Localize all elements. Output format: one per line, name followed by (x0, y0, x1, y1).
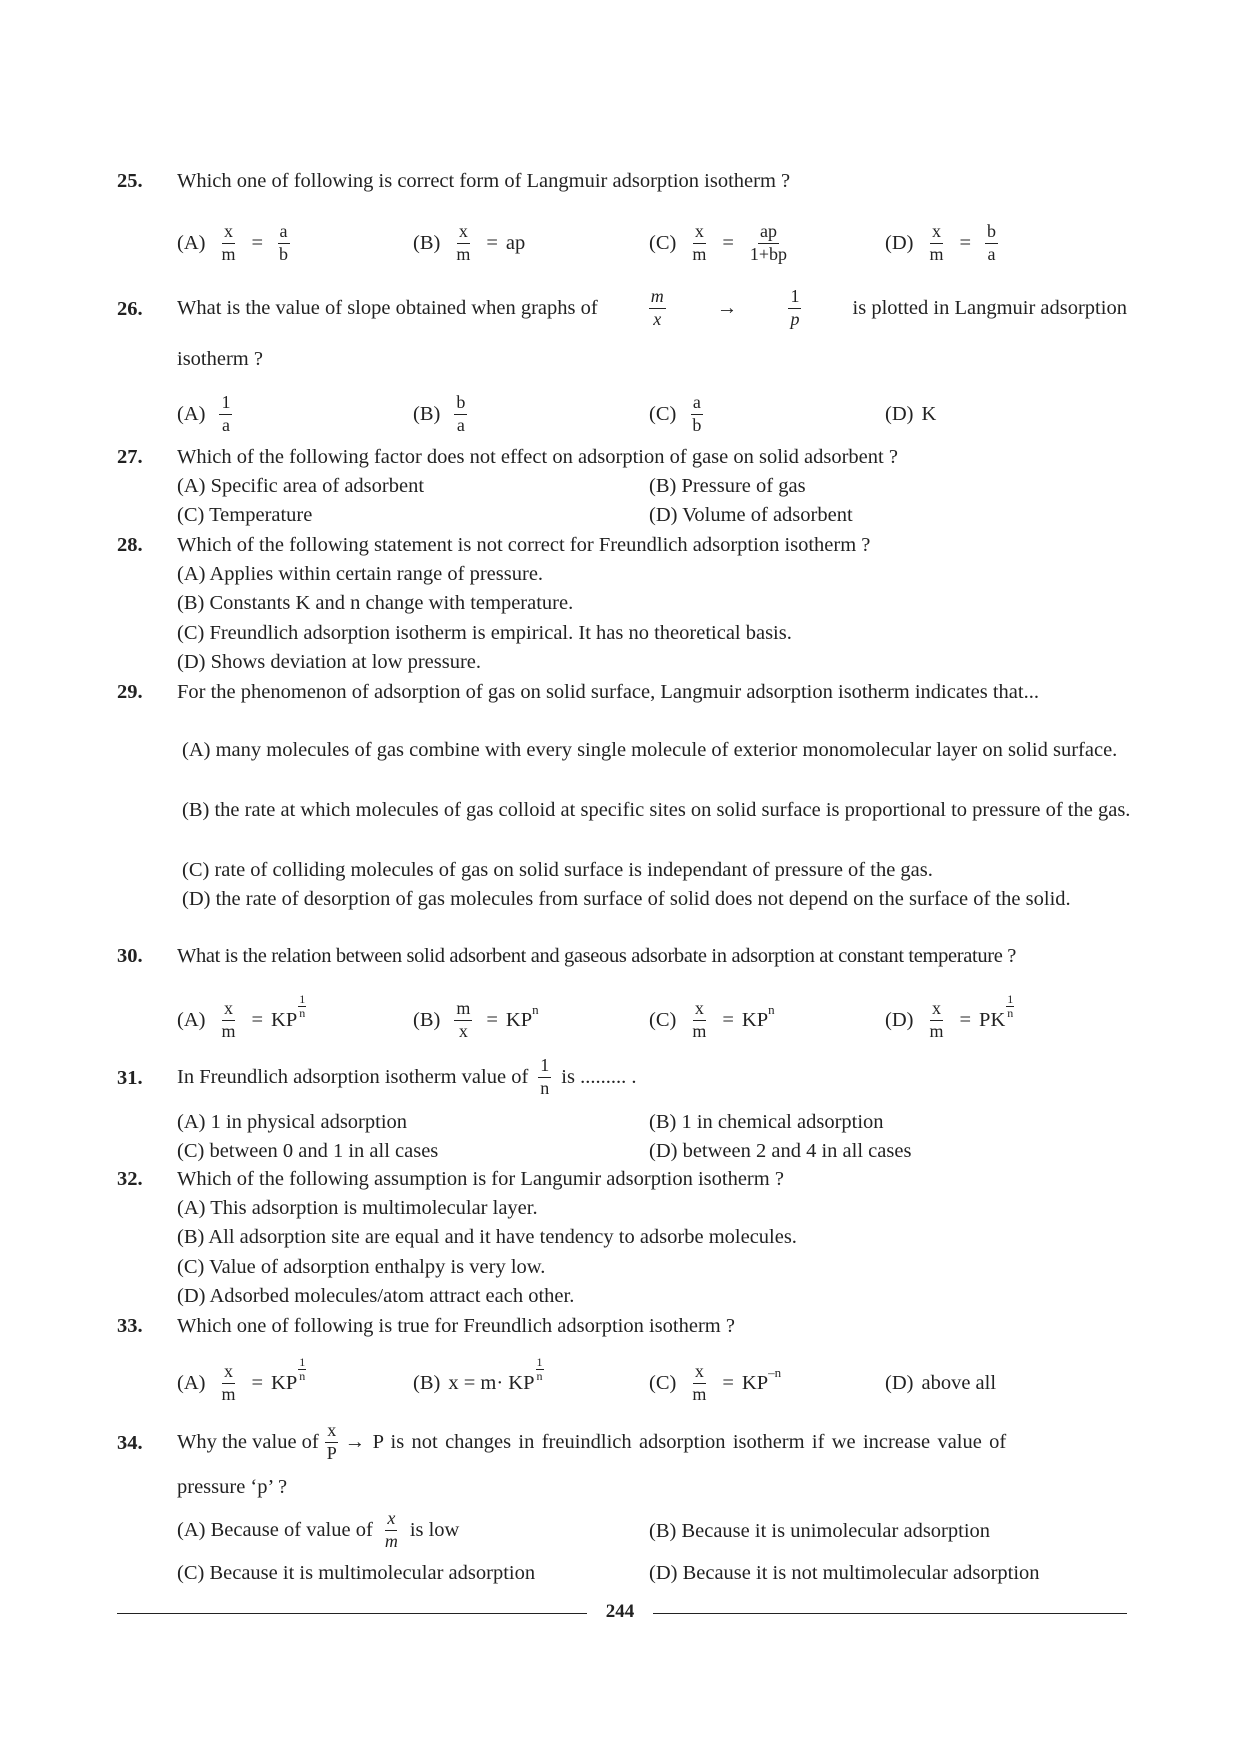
fraction: $\frac{x}{m}$ (221, 220, 236, 264)
footer-rule-left (117, 1613, 587, 1614)
fraction: $\frac{b}{a}$ (987, 220, 997, 264)
question-29 (117, 679, 1131, 939)
options-row (177, 384, 1127, 444)
fraction: $\frac{ap}{1+bp}$ (749, 220, 788, 264)
option-c: (C) Freundlich adsorption isotherm is empirical. It has no theoretical basis. (177, 622, 792, 644)
question-number: 25. (117, 170, 143, 192)
fraction: $\frac{b}{a}$ (456, 391, 466, 435)
question-number: 31. (117, 1067, 143, 1089)
option-a: (A) This adsorption is multimolecular layer. (177, 1197, 538, 1219)
question-28 (117, 532, 1127, 673)
option-b: (B) $\frac{b}{a}$ (413, 391, 466, 435)
option-c: (C) Because it is multimolecular adsorption (177, 1562, 536, 1584)
question-text: Which of the following factor does not effect on adsorption of gase on solid adsorbent ? (177, 446, 898, 468)
question-text: What is the value of slope obtained when graphs of $\frac{m}{x}$ → $\frac{1}{p}$ is plotted in Langmuir adsorption (177, 285, 1127, 329)
fraction: $\frac{x}{m}$ (692, 1360, 707, 1404)
fraction: $\frac{x}{m}$ (456, 220, 471, 264)
option-d: (D) Adsorbed molecules/atom attract each other. (177, 1285, 575, 1307)
question-text: Which of the following statement is not correct for Freundlich adsorption isotherm ? (177, 534, 871, 556)
question-31 (117, 1054, 1127, 1175)
option-b: (B) All adsorption site are equal and it have tendency to adsorbe molecules. (177, 1226, 797, 1248)
option-d: (D) between 2 and 4 in all cases (649, 1140, 912, 1162)
option-d: (D) Because it is not multimolecular adsorption (649, 1562, 1040, 1584)
option-a: (A) many molecules of gas combine with every single molecule of exterior monomolecular layer on solid surface. (182, 739, 1118, 761)
option-c: (C) $\frac{a}{b}$ (649, 391, 702, 435)
question-number: 26. (117, 298, 143, 320)
option-c: (C) $\frac{x}{m}$ = KP –n (649, 1360, 782, 1404)
fraction: $\frac{x}{m}$ (384, 1507, 398, 1551)
exponent: 1 n (299, 991, 306, 1020)
option-b: (B) 1 in chemical adsorption (649, 1111, 884, 1133)
fraction: $\frac{m}{x}$ (650, 285, 664, 329)
option-d: (D) K (885, 402, 937, 425)
question-text: For the phenomenon of adsorption of gas on solid surface, Langmuir adsorption isotherm indicates that... (177, 681, 1039, 703)
option-a: (A) $\frac{x}{m}$ = $\frac{a}{b}$ (177, 220, 289, 264)
question-number: 29. (117, 681, 143, 703)
question-number: 30. (117, 945, 143, 967)
question-text: In Freundlich adsorption isotherm value of $\frac{1}{n}$ is ......... . (177, 1054, 637, 1098)
option-b: (B) $\frac{x}{m}$ = ap (413, 220, 526, 264)
option-d: (D) above all (885, 1371, 997, 1394)
options-row (177, 990, 1127, 1050)
fraction: $\frac{x}{P}$ (326, 1419, 337, 1463)
exponent: 1 n (1007, 991, 1014, 1020)
option-b: (B) x = m· KP 1 n (413, 1354, 543, 1394)
option-c: (C) Value of adsorption enthalpy is very low. (177, 1256, 546, 1278)
option-a: (A) $\frac{x}{m}$ = KP 1 n (177, 1354, 306, 1404)
question-number: 27. (117, 446, 143, 468)
option-a: (A) $\frac{x}{m}$ = KP 1 n (177, 991, 306, 1041)
fraction: $\frac{1}{p}$ (790, 285, 800, 329)
option-b: (B) Constants K and n change with temperature. (177, 592, 574, 614)
option-d: (D) the rate of desorption of gas molecules from surface of solid does not depend on the surface of the solid. (182, 888, 1071, 910)
option-a: (A) Because of value of $\frac{x}{m}$ is low (177, 1507, 460, 1551)
option-c: (C) between 0 and 1 in all cases (177, 1140, 439, 1162)
options-row (177, 1353, 1127, 1413)
fraction: $\frac{x}{m}$ (929, 220, 944, 264)
question-text: Which one of following is correct form of Langmuir adsorption isotherm ? (177, 170, 791, 192)
question-text: Which one of following is true for Freundlich adsorption isotherm ? (177, 1315, 735, 1337)
question-text-line2: pressure ‘p’ ? (177, 1476, 288, 1498)
question-34 (117, 1419, 1127, 1590)
question-32 (117, 1166, 1127, 1307)
option-d: (D) Shows deviation at low pressure. (177, 651, 482, 673)
question-text: Why the value of $\frac{x}{P}$ → P is not changes in freuindlich adsorption isotherm if we increase value of (177, 1419, 1007, 1463)
fraction: $\frac{a}{b}$ (279, 220, 289, 264)
option-a: (A) $\frac{1}{a}$ (177, 391, 231, 435)
option-c: (C) Temperature (177, 504, 313, 526)
question-text-line2: isotherm ? (177, 348, 263, 370)
option-b: (B) $\frac{m}{x}$ = KP n (413, 997, 539, 1041)
option-d: (D) $\frac{x}{m}$ = PK 1 n (885, 991, 1014, 1041)
fraction: $\frac{1}{a}$ (221, 391, 231, 435)
option-b: (B) Pressure of gas (649, 475, 806, 497)
fraction: $\frac{x}{m}$ (692, 220, 707, 264)
fraction: $\frac{x}{m}$ (692, 997, 707, 1041)
option-d: (D) Volume of adsorbent (649, 504, 853, 526)
option-a: (A) Applies within certain range of pressure. (177, 563, 544, 585)
question-number: 34. (117, 1432, 143, 1454)
option-c: (C) rate of colliding molecules of gas on solid surface is independant of pressure of the gas. (182, 859, 933, 881)
options-row (177, 213, 1127, 273)
fraction: $\frac{a}{b}$ (692, 391, 702, 435)
question-number: 33. (117, 1315, 143, 1337)
fraction: $\frac{m}{x}$ (456, 997, 471, 1041)
fraction: $\frac{x}{m}$ (929, 997, 944, 1041)
fraction: $\frac{x}{m}$ (221, 1360, 236, 1404)
exponent: 1 n (299, 1354, 306, 1383)
option-b: (B) Because it is unimolecular adsorption (649, 1520, 991, 1542)
question-text: Which of the following assumption is for Langumir adsorption isotherm ? (177, 1168, 784, 1190)
question-33 (117, 1313, 1127, 1353)
question-number: 32. (117, 1168, 143, 1190)
fraction: $\frac{1}{n}$ (540, 1054, 550, 1098)
option-a: (A) Specific area of adsorbent (177, 475, 425, 497)
option-d: (D) $\frac{x}{m}$ = $\frac{b}{a}$ (885, 220, 997, 264)
exponent: 1 n (536, 1354, 543, 1383)
question-27 (117, 444, 1127, 534)
fraction: $\frac{x}{m}$ (221, 997, 236, 1041)
option-c: (C) $\frac{x}{m}$ = $\frac{ap}{1+bp}$ (649, 220, 788, 264)
page-number: 244 (605, 1601, 635, 1622)
footer-rule-right (653, 1613, 1127, 1614)
question-26 (117, 285, 1127, 386)
question-number: 28. (117, 534, 143, 556)
question-30 (117, 943, 1127, 983)
option-b: (B) the rate at which molecules of gas colloid at specific sites on solid surface is proportional to pressure of the gas. (182, 799, 1131, 821)
question-text: What is the relation between solid adsorbent and gaseous adsorbate in adsorption at constant temperature ? (177, 945, 1016, 967)
option-c: (C) $\frac{x}{m}$ = KP n (649, 997, 775, 1041)
option-a: (A) 1 in physical adsorption (177, 1111, 408, 1133)
